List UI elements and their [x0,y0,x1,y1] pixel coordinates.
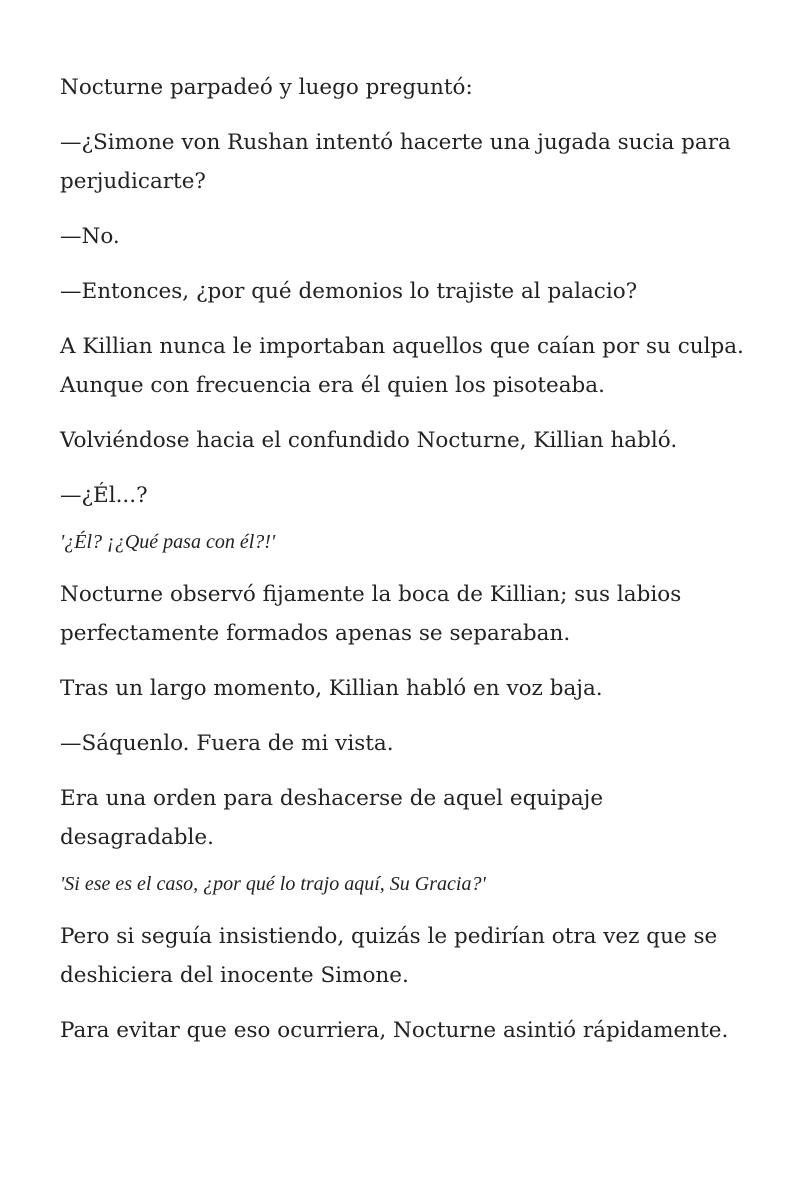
paragraph-thought: 'Si ese es el caso, ¿por qué lo trajo aquí, Su Gracia?' [60,873,486,895]
paragraph-narration: Tras un largo momento, Killian habló en voz baja. [60,676,603,701]
reading-page [60,68,750,1066]
paragraph-narration: Volviéndose hacia el confundido Nocturne, Killian habló. [60,428,678,453]
paragraph-dialogue: —No. [60,224,120,249]
paragraph-narration: Era una orden para deshacerse de aquel equipaje desagradable. [60,786,604,850]
paragraph-narration: Nocturne parpadeó y luego preguntó: [60,75,473,100]
paragraph-dialogue: —Entonces, ¿por qué demonios lo trajiste al palacio? [60,279,638,304]
paragraph-narration: A Killian nunca le importaban aquellos que caían por su culpa. Aunque con frecuencia era él quien los pisoteaba. [60,334,744,398]
paragraph-thought: '¿Él? ¡¿Qué pasa con él?!' [60,531,276,553]
paragraph-narration: Pero si seguía insistiendo, quizás le pedirían otra vez que se deshiciera del inocente Simone. [60,924,718,988]
paragraph-narration: Para evitar que eso ocurriera, Nocturne asintió rápidamente. [60,1018,729,1043]
paragraph-dialogue: —Sáquenlo. Fuera de mi vista. [60,731,394,756]
paragraph-dialogue: —¿Simone von Rushan intentó hacerte una jugada sucia para perjudicarte? [60,130,731,194]
paragraph-narration: Nocturne observó fijamente la boca de Killian; sus labios perfectamente formados apenas se separaban. [60,582,682,646]
paragraph-dialogue: —¿Él...? [60,483,148,508]
